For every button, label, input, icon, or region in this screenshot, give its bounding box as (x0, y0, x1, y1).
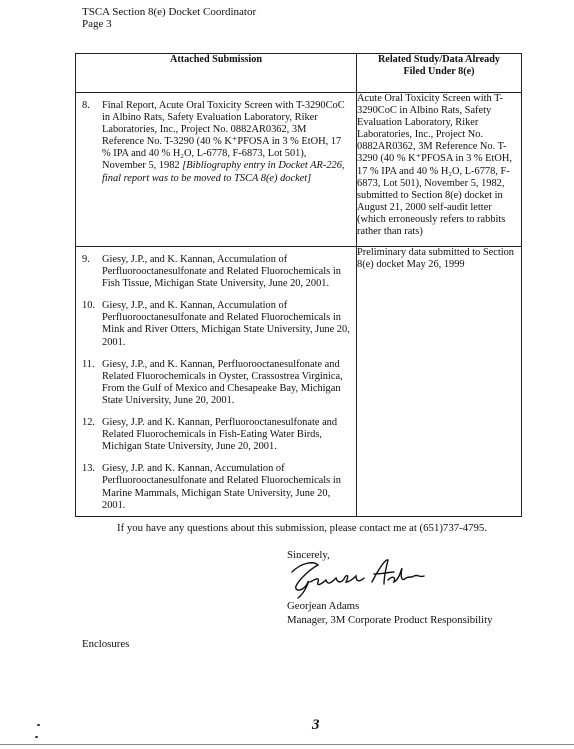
table-header-row (76, 54, 522, 93)
contact-sentence: If you have any questions about this submission, please contact me at (651)737-4795. (117, 522, 488, 534)
scan-speck (35, 736, 38, 738)
submission-table (75, 53, 522, 517)
handwritten-signature (280, 552, 430, 602)
item-number: 12. (82, 417, 95, 429)
item-number: 8. (82, 100, 90, 111)
item-number: 10. (82, 300, 95, 312)
item-text: Giesy, J.P., and K. Kannan, Accumulation of Perfluorooctanesulfonate and Related Fluorochemicals in Fish Tissue, Michigan State University, June 20, 2001. (102, 254, 341, 290)
related-study-cell: Acute Oral Toxicity Screen with T-3290CoC in Albino Rats, Safety Evaluation Laboratory, Riker Laboratories, Inc., Project No. 0882AR0362, 3M Reference No. T-3290 (40 % K⁺PFOSA in 3 % EtOH, 17 % IPA and 40 % H₂O, L-6778, F-6873, Lot 501), November 5, 1982, submitted to Section 8(e) docket in August 21, 2000 self-audit letter (which erroneously refers to rabbits rather than rats) (357, 93, 522, 247)
header-recipient: TSCA Section 8(e) Docket Coordinator (82, 6, 257, 18)
related-study-header-line1: Related Study/Data Already (377, 54, 501, 65)
item-text: Giesy, J.P., and K. Kannan, Perfluorooctanesulfonate and Related Fluorochemicals in Oyster, Crassostrea Virginica, From the Gulf of Mexico and Chesapeake Bay, Michigan State University, June 20, 2001. (102, 358, 343, 406)
list-item (76, 359, 356, 407)
header-page-number: Page 3 (82, 18, 112, 30)
submission-cell (76, 247, 357, 517)
item-number: 11. (82, 358, 95, 370)
item-text: Giesy, J.P., and K. Kannan, Accumulation of Perfluorooctanesulfonate and Related Fluorochemicals in Mink and River Otters, Michigan State University, June 20, 2001. (102, 300, 350, 348)
scan-edge-line (0, 744, 574, 745)
scan-speck (37, 724, 40, 726)
item-note: [Bibliography entry in Docket AR-226, final report was to be moved to TSCA 8(e) docket] (102, 160, 345, 184)
item-text: Giesy, J.P. and K. Kannan, Perfluorooctanesulfonate and Related Fluorochemicals in Fish-Eating Water Birds, Michigan State University, June 20, 2001. (102, 417, 338, 453)
item-text: Giesy, J.P. and K. Kannan, Accumulation of Perfluorooctanesulfonate and Related Fluorochemicals in Marine Mammals, Michigan State University, June 20, 2001. (102, 463, 341, 511)
table-row (76, 247, 522, 517)
item-number: 13. (82, 463, 95, 475)
list-item (76, 254, 356, 290)
attached-submission-header: Attached Submission (76, 54, 357, 93)
submission-cell (76, 93, 357, 247)
letter-header (82, 6, 256, 30)
list-item (76, 300, 356, 348)
item-text-wrapper (102, 100, 350, 185)
related-study-cell: Preliminary data submitted to Section 8(e) docket May 26, 1999 (357, 247, 522, 517)
list-item (76, 100, 356, 185)
item-number: 9. (82, 254, 90, 265)
handwritten-page-number: 3 (312, 717, 320, 733)
table-row (76, 93, 522, 247)
related-study-header-line2: Filed Under 8(e) (403, 66, 475, 77)
item-text: Final Report, Acute Oral Toxicity Screen with T-3290CoC in Albino Rats, Safety Evaluation Laboratory, Riker Laboratories, Inc., Project No. 0882AR0362, 3M Reference No. T-3290 (40 % K⁺PFOSA in 3 % EtOH, 17 % IPA and 40 % H₂O, L-6778, F-6873, Lot 501), November 5, 1982 (102, 100, 345, 172)
related-study-header (357, 54, 522, 93)
signatory-title: Manager, 3M Corporate Product Responsibility (287, 614, 493, 626)
list-item (76, 463, 356, 511)
signatory-name: Georjean Adams (287, 600, 360, 612)
closing-salutation: Sincerely, (287, 549, 330, 561)
enclosures-label: Enclosures (82, 638, 130, 650)
list-item (76, 417, 356, 453)
